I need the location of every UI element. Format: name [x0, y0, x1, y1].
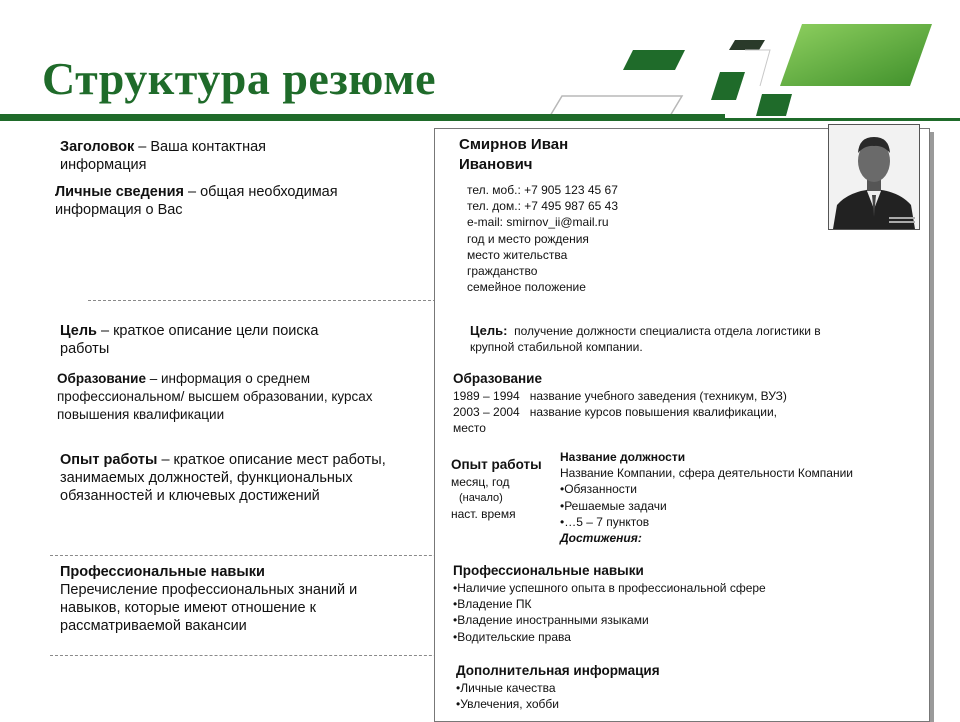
- skill-item: •Водительские права: [453, 629, 571, 644]
- duty-item: •Решаемые задачи: [560, 498, 667, 513]
- contact-line: гражданство: [467, 264, 538, 279]
- skills-description: [60, 563, 405, 635]
- title-underline-bar: [0, 114, 725, 121]
- contact-line: e-mail: smirnov_ii@mail.ru: [467, 215, 609, 230]
- experience-description: [60, 451, 400, 505]
- desc: Перечисление профессиональных знаний и навыков, которые имеют отношение к рассматриваемой вакансии: [60, 582, 358, 634]
- extra-list: [456, 680, 756, 712]
- skill-item: •Владение иностранными языками: [453, 613, 649, 628]
- extra-item: •Личные качества: [456, 681, 556, 695]
- term: Заголовок: [60, 139, 135, 155]
- education-row: [453, 404, 883, 420]
- term: Образование: [57, 371, 146, 386]
- period-start-note: (начало): [459, 492, 503, 505]
- dark-parallelogram: [729, 40, 765, 50]
- goal-text-1: получение должности специалиста отдела логистики в: [514, 324, 821, 338]
- resume-name: [459, 135, 568, 175]
- desc: – краткое описание мест работы, занимаемых должностей, функциональных обязанностей и ключевых достижений: [60, 452, 386, 504]
- duty-item: •Обязанности: [560, 482, 637, 497]
- green-bar-right: [756, 94, 792, 116]
- education-description: [57, 370, 407, 424]
- green-bar-mid: [711, 72, 745, 100]
- experience-details: [560, 449, 900, 546]
- contact-line: год и место рождения: [467, 231, 589, 246]
- education-years: 1989 – 1994: [453, 389, 520, 403]
- skill-item: •Наличие успешного опыта в профессиональной сфере: [453, 581, 766, 595]
- personal-description: [55, 183, 375, 219]
- skills-heading: Профессиональные навыки: [453, 563, 644, 578]
- experience-heading: Опыт работы: [451, 457, 542, 472]
- desc: – информация о среднем профессиональном/ высшем образовании, курсах повышения квалификации: [57, 371, 373, 422]
- education-heading: Образование: [453, 371, 542, 386]
- education-years: 2003 – 2004: [453, 405, 520, 420]
- green-parallelogram-small: [623, 50, 685, 70]
- contact-line: тел. дом.: +7 495 987 65 43: [467, 199, 618, 214]
- education-tail: место: [453, 421, 486, 436]
- company-line: Название Компании, сфера деятельности Компании: [560, 466, 853, 481]
- desc: – Ваша контактная информация: [60, 139, 266, 173]
- name-line-1: Смирнов Иван: [459, 136, 569, 153]
- education-row: [453, 388, 883, 404]
- resume-goal: [470, 323, 890, 355]
- term: Профессиональные навыки: [60, 564, 265, 580]
- contact-line: семейное положение: [467, 280, 586, 295]
- desc: – общая необходимая информация о Вас: [55, 184, 338, 218]
- page-title: Структура резюме: [42, 53, 437, 104]
- period-start: месяц, год: [451, 475, 510, 489]
- outline-shape-2: [745, 50, 770, 86]
- term: Личные сведения: [55, 184, 184, 200]
- goal-description: [60, 322, 360, 358]
- position-title: Название должности: [560, 450, 686, 464]
- goal-label: Цель:: [470, 323, 508, 338]
- green-parallelogram-large: [780, 24, 932, 86]
- outline-shape: [550, 96, 682, 116]
- education-list: [453, 388, 883, 437]
- education-text: название учебного заведения (техникум, ВУЗ): [529, 389, 787, 403]
- achievements-label: Достижения:: [560, 531, 642, 546]
- experience-period: [451, 474, 561, 523]
- duty-item: •…5 – 7 пунктов: [560, 514, 650, 529]
- education-text: название курсов повышения квалификации,: [529, 405, 777, 420]
- contact-line: место жительства: [467, 247, 568, 262]
- term: Опыт работы: [60, 452, 158, 468]
- contact-line: тел. моб.: +7 905 123 45 67: [467, 183, 618, 197]
- extra-item: •Увлечения, хобби: [456, 697, 559, 712]
- header-description: [60, 138, 310, 174]
- skill-item: •Владение ПК: [453, 597, 532, 612]
- candidate-photo: [828, 124, 920, 230]
- person-portrait-icon: [829, 125, 919, 229]
- period-end: наст. время: [451, 507, 516, 522]
- skills-list: [453, 580, 853, 645]
- term: Цель: [60, 323, 97, 339]
- contact-list: [467, 182, 807, 295]
- title-underline-thin: [725, 118, 960, 121]
- name-line-2: Иванович: [459, 156, 533, 173]
- desc: – краткое описание цели поиска работы: [60, 323, 319, 357]
- extra-heading: Дополнительная информация: [456, 663, 660, 678]
- goal-text-2: крупной стабильной компании.: [470, 340, 643, 355]
